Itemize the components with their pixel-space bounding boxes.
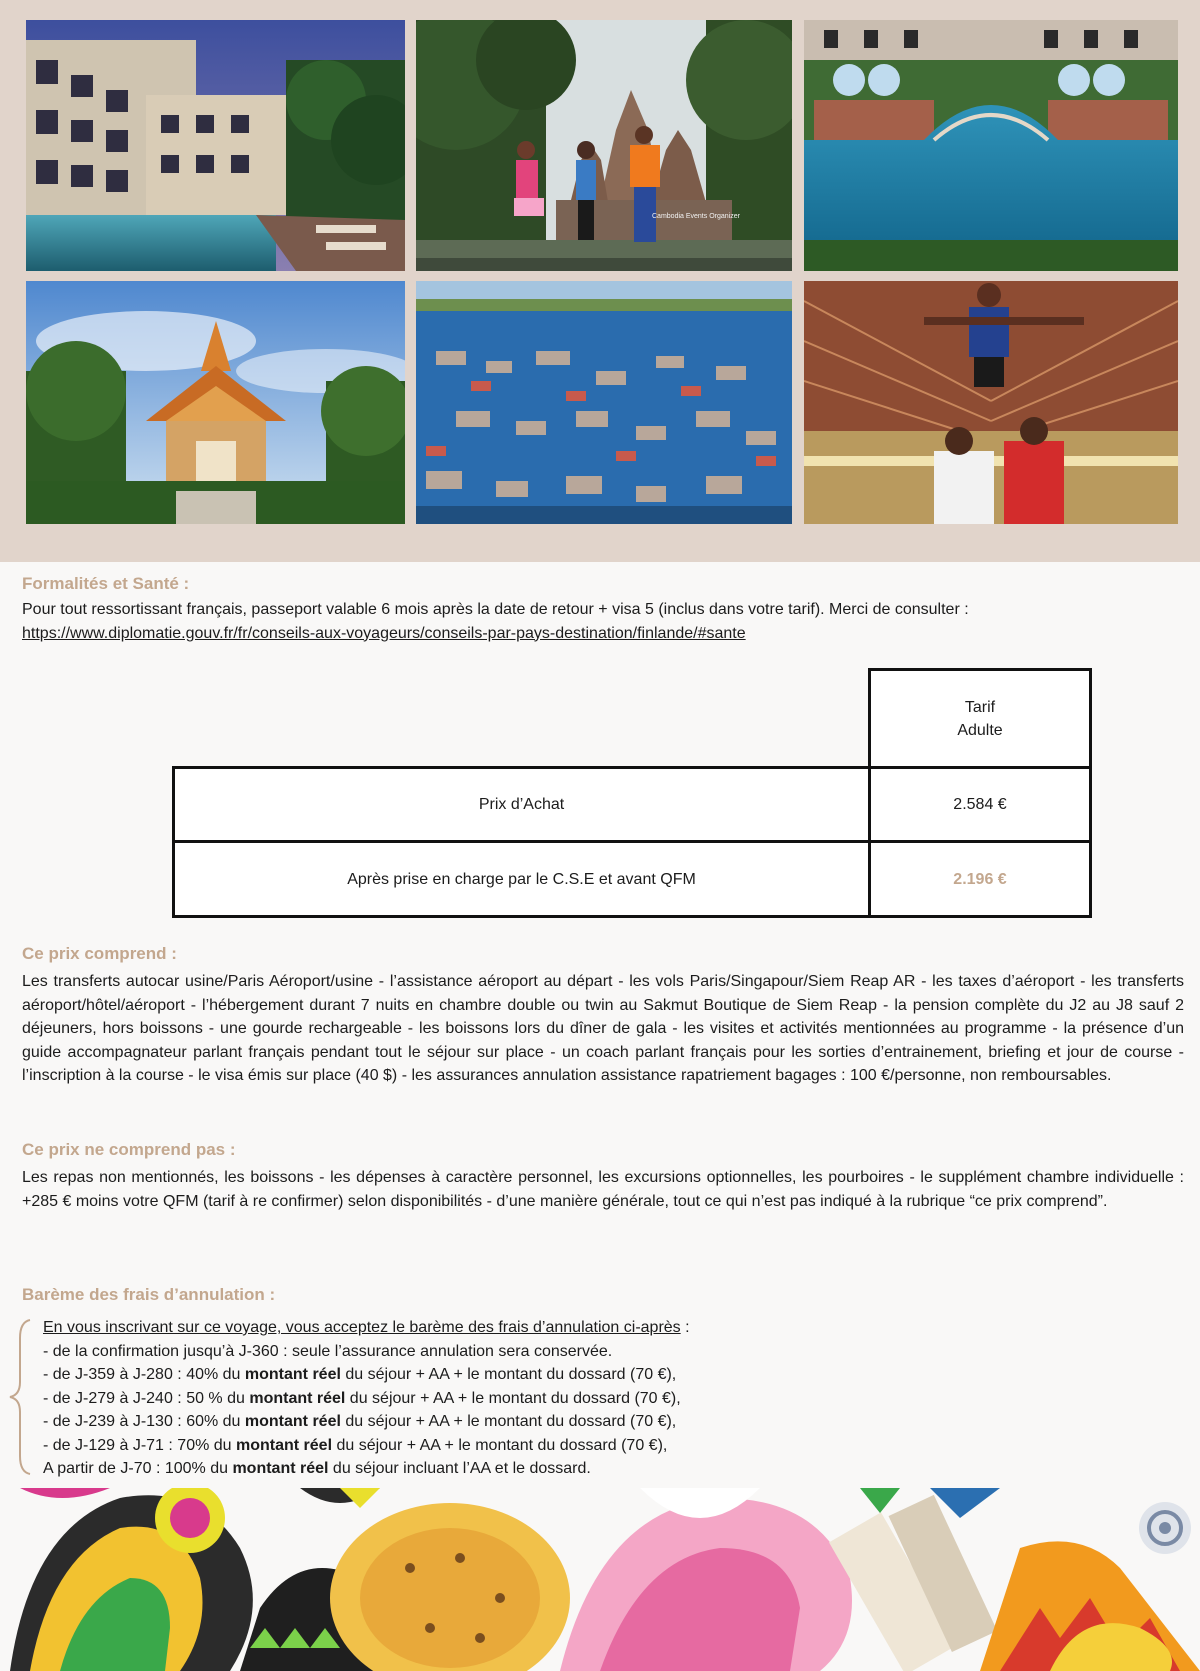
table-row-label: Prix d’Achat bbox=[172, 766, 871, 843]
item-bold: montant réel bbox=[244, 1366, 341, 1383]
item-text: A partir de J-70 : 100% du bbox=[43, 1460, 233, 1477]
table-row-value: 2.196 € bbox=[868, 840, 1092, 918]
formalites-text bbox=[22, 598, 1184, 645]
temple-pagoda-photo bbox=[26, 281, 405, 524]
price-table bbox=[172, 668, 1092, 918]
comprend-text: Les transferts autocar usine/Paris Aéroport/usine - l’assistance aéroport au départ - les vols Paris/Singapour/Siem Reap AR - les taxes d’aéroport - les transferts aéroport/hôtel/aéroport - l’hébergement durant 7 nuits en chambre double ou twin au Sakmut Boutique de Siem Reap - la pension complète du J2 au J8 sauf 2 déjeuners, hors boissons - une gourde rechargeable - les boissons lors du dîner de gala - les visites et activités mentionnées au programme - la présence d’un guide accompagnateur parlant français pendant tout le séjour sur place - un coach parlant français pour les sorties d’entrainement, briefing et jour de course - l’inscription à la course - le visa émis sur place (40 $) - les assurances annulation assistance rapatriement bagages : 100 €/personne, non remboursables. bbox=[22, 973, 1184, 1084]
annulation-heading: Barème des frais d’annulation : bbox=[22, 1285, 276, 1304]
item-text: du séjour + AA + le montant du dossard (70 €), bbox=[332, 1436, 668, 1454]
list-item bbox=[43, 1434, 1143, 1458]
ne-comprend-pas-heading: Ce prix ne comprend pas : bbox=[22, 1140, 236, 1159]
decorative-artwork bbox=[0, 1488, 1200, 1671]
hotel-pool-photo bbox=[26, 20, 405, 271]
item-text: du séjour + AA + le montant du dossard (70 €), bbox=[340, 1366, 677, 1383]
brace-decoration bbox=[8, 1318, 34, 1476]
photo-band bbox=[0, 0, 1200, 562]
ne-comprend-pas-text: Les repas non mentionnés, les boissons - les dépenses à caractère personnel, les excursions optionnelles, les pourboires - le supplément chambre individuelle : +285 € moins votre QFM (tarif à re confirmer) selon disponibilités - d’une manière générale, tout ce qui n’est pas indiqué à la rubrique “ce prix comprend”. bbox=[22, 1169, 1184, 1210]
formalites-heading: Formalités et Santé : bbox=[22, 574, 190, 593]
comprend-heading: Ce prix comprend : bbox=[22, 944, 177, 963]
table-row-label: Après prise en charge par le C.S.E et avant QFM bbox=[172, 840, 871, 918]
header-tarif: Tarif bbox=[964, 698, 996, 716]
runners-temple-photo bbox=[416, 20, 792, 271]
item-text: - de J-239 à J-130 : 60% du bbox=[43, 1413, 245, 1430]
list-item bbox=[43, 1340, 1143, 1364]
list-item bbox=[43, 1363, 1143, 1387]
circus-performers-photo bbox=[804, 281, 1178, 524]
annulation-intro-line bbox=[43, 1316, 1143, 1340]
item-text: - de J-129 à J-71 : 70% du bbox=[43, 1436, 236, 1454]
pool-aerial-photo bbox=[804, 20, 1178, 271]
header-adulte: Adulte bbox=[957, 721, 1003, 739]
price-table-header bbox=[868, 668, 1092, 769]
item-text: du séjour + AA + le montant du dossard (70 €), bbox=[345, 1389, 681, 1407]
item-text: - de J-279 à J-240 : 50 % du bbox=[43, 1389, 250, 1407]
item-text: du séjour + AA + le montant du dossard (70 €), bbox=[340, 1413, 677, 1430]
floating-village-photo bbox=[416, 281, 792, 524]
table-row-value: 2.584 € bbox=[868, 766, 1092, 843]
list-item bbox=[43, 1387, 1143, 1411]
photo-watermark: Cambodia Events Organizer bbox=[652, 213, 740, 220]
item-text: du séjour incluant l’AA et le dossard. bbox=[328, 1460, 591, 1477]
annulation-list bbox=[43, 1316, 1143, 1481]
annulation-intro-suffix: : bbox=[680, 1319, 690, 1336]
item-bold: montant réel bbox=[232, 1460, 329, 1477]
item-text: - de J-359 à J-280 : 40% du bbox=[43, 1366, 245, 1383]
list-item bbox=[43, 1457, 1143, 1481]
item-bold: montant réel bbox=[244, 1413, 341, 1430]
diplomatie-link[interactable]: https://www.diplomatie.gouv.fr/fr/conseils-aux-voyageurs/conseils-par-pays-destination/finlande/#sante bbox=[22, 624, 746, 642]
item-bold: montant réel bbox=[236, 1436, 333, 1454]
item-text: - de la confirmation jusqu’à J-360 : seule l’assurance annulation sera conservée. bbox=[43, 1342, 613, 1360]
item-bold: montant réel bbox=[249, 1389, 346, 1407]
list-item bbox=[43, 1410, 1143, 1434]
annulation-intro: En vous inscrivant sur ce voyage, vous acceptez le barème des frais d’annulation ci-après bbox=[43, 1319, 681, 1336]
formalites-body: Pour tout ressortissant français, passeport valable 6 mois après la date de retour + visa 5 (inclus dans votre tarif). Merci de consulter : bbox=[22, 601, 969, 618]
